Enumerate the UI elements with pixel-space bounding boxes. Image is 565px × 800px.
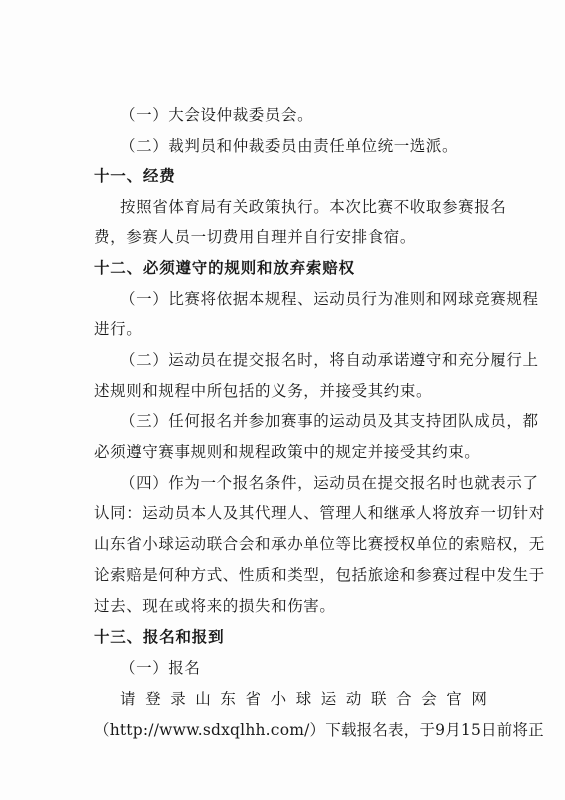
paragraph-rules-3-line-1: （三）任何报名并参加赛事的运动员及其支持团队成员，都 [120,412,539,430]
paragraph-arbitration-committee: （一）大会设仲裁委员会。 [120,106,314,124]
paragraph-rules-2-line-1: （二）运动员在提交报名时，将自动承诺遵守和充分履行上 [120,351,539,369]
paragraph-rules-4-line-2: 认同：运动员本人及其代理人、管理人和继承人将放弃一切针对 [94,504,545,522]
paragraph-funding-line-1: 按照省体育局有关政策执行。本次比赛不收取参赛报名 [120,198,507,216]
paragraph-rules-4-line-3: 山东省小球运动联合会和承办单位等比赛授权单位的索赔权，无 [94,535,545,553]
section-heading-registration: 十三、报名和报到 [94,628,225,646]
section-heading-funding: 十一、经费 [94,167,176,185]
paragraph-rules-1-line-2: 进行。 [94,320,143,338]
paragraph-rules-3-line-2: 必须遵守赛事规则和规程政策中的规定并接受其约束。 [94,443,481,461]
paragraph-registration-line-1 [120,689,497,709]
paragraph-rules-2-line-2: 述规则和规程中所包括的义务，并接受其约束。 [94,382,433,400]
registration-line-1-text: 请登录山东省小球运动联合会官网 [120,690,497,708]
paragraph-rules-1-line-1: （一）比赛将依据本规程、运动员行为准则和网球竞赛规程 [120,290,539,308]
paragraph-rules-4-line-1: （四）作为一个报名条件，运动员在提交报名时也就表示了 [120,474,539,492]
paragraph-registration-line-2: （http://www.sdxqlhh.com/）下载报名表，于9月15日前将正 [94,721,544,739]
section-heading-rules-waiver: 十二、必须遵守的规则和放弃索赔权 [94,259,355,277]
paragraph-referee-selection: （二）裁判员和仲裁委员由责任单位统一选派。 [120,137,459,155]
paragraph-rules-4-line-4: 论索赔是何种方式、性质和类型，包括旅途和参赛过程中发生于 [94,566,545,584]
subheading-registration: （一）报名 [120,659,201,677]
paragraph-funding-line-2: 费，参赛人员一切费用自理并自行安排食宿。 [94,228,417,246]
paragraph-rules-4-line-5: 过去、现在或将来的损失和伤害。 [94,597,336,615]
